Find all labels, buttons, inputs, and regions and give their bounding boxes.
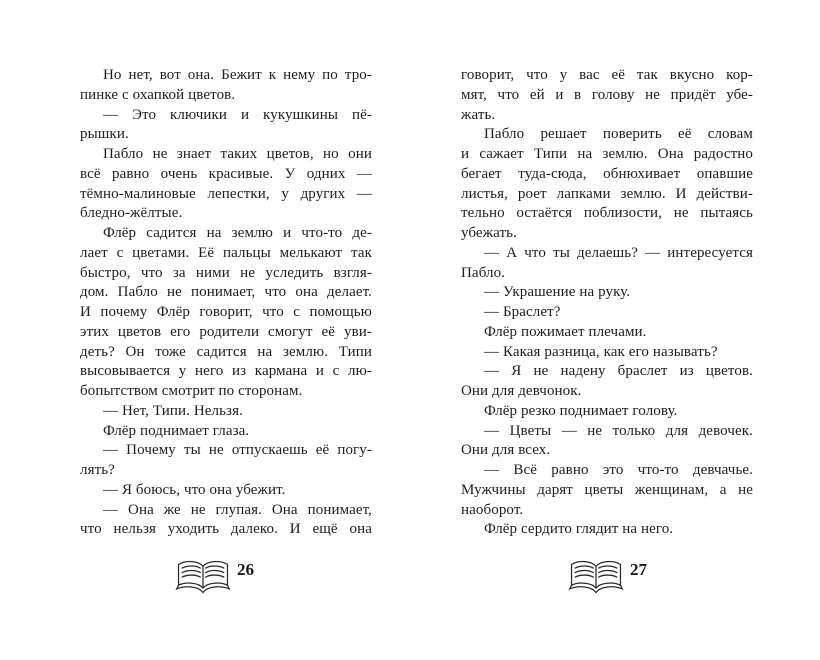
text-line: говорит, что у вас её так вкусно кор- xyxy=(461,67,753,83)
page-number: 26 xyxy=(237,560,254,579)
text-line: тёмно-малиновые лепестки, у других — xyxy=(80,185,372,202)
text-line: листья, роет лапками землю. И действи- xyxy=(461,185,753,202)
text-line: деть? Он тоже садится на землю. Типи xyxy=(80,343,372,360)
text-line: Флёр сердито глядит на него. xyxy=(484,521,674,538)
text-line: — А что ты делаешь? — интересуется xyxy=(484,244,753,261)
text-line: — Всё равно это что-то девчачье. xyxy=(484,462,753,478)
text-line: высовывается у него из кармана и с лю- xyxy=(80,363,372,380)
text-line: бегает туда-сюда, обнюхивает опавшие xyxy=(461,165,753,182)
page-number: 27 xyxy=(630,560,647,579)
text-line: лять? xyxy=(80,462,115,478)
left-page-footer xyxy=(68,552,360,603)
text-line: рышки. xyxy=(80,126,129,143)
text-line: И почему Флёр говорит, что с помощью xyxy=(80,304,372,320)
text-line: всё равно очень красивые. У одних — xyxy=(80,165,372,182)
text-line: Флёр поднимает глаза. xyxy=(103,422,250,439)
text-line: Пабло. xyxy=(461,264,506,281)
text-line: — Я боюсь, что она убежит. xyxy=(103,481,286,498)
text-line: — Нет, Типи. Нельзя. xyxy=(103,402,243,419)
text-line: быстро, что за ними не уследить взгля- xyxy=(80,264,372,281)
text-line: — Цветы — не только для девочек. xyxy=(484,422,753,439)
open-book-icon xyxy=(567,558,625,603)
text-line: что нельзя уходить далеко. И ещё она xyxy=(80,521,372,538)
text-line: тельно остаётся поблизости, не пытаясь xyxy=(461,205,753,222)
text-line: Они для девчонок. xyxy=(461,383,582,399)
text-line: — Она же не глупая. Она понимает, xyxy=(103,501,372,518)
text-line: дом. Пабло не понимает, что она делает. xyxy=(80,284,372,301)
text-line: бледно-жёлтые. xyxy=(80,205,183,222)
text-line: — Почему ты не отпускаешь её погу- xyxy=(103,442,372,459)
text-line: Мужчины дарят цветы женщинам, а не xyxy=(461,481,753,498)
text-line: жать. xyxy=(461,106,496,123)
text-line: — Я не надену браслет из цветов. xyxy=(484,363,753,380)
left-page-text xyxy=(80,66,372,540)
text-line: бопытством смотрит по сторонам. xyxy=(80,383,303,399)
text-line: Флёр садится на землю и что-то де- xyxy=(103,225,372,241)
text-line: пинке с охапкой цветов. xyxy=(80,86,236,103)
text-line: Флёр резко поднимает голову. xyxy=(484,402,678,419)
text-line: этих цветов его родители смогут её уви- xyxy=(80,323,372,340)
text-line: Они для всех. xyxy=(461,442,551,459)
open-book-icon xyxy=(174,558,232,603)
text-line: убежать. xyxy=(461,225,517,241)
text-line: Пабло решает поверить её словам xyxy=(484,126,753,143)
text-line: Пабло не знает таких цветов, но они xyxy=(103,146,372,162)
right-page-footer xyxy=(461,552,753,603)
text-line: лает с цветами. Её пальцы мелькают так xyxy=(80,244,372,261)
right-page-text xyxy=(461,66,753,540)
text-line: — Украшение на руку. xyxy=(484,284,631,301)
text-line: наоборот. xyxy=(461,501,524,518)
text-line: Флёр пожимает плечами. xyxy=(484,323,647,340)
text-line: — Это ключики и кукушкины пё- xyxy=(103,106,372,123)
text-line: — Какая разница, как его называть? xyxy=(484,343,718,360)
text-line: мят, что ей и в голову не придёт убе- xyxy=(461,86,753,103)
text-line: и сажает Типи на землю. Она радостно xyxy=(461,146,753,162)
text-line: Но нет, вот она. Бежит к нему по тро- xyxy=(103,67,372,83)
text-line: — Браслет? xyxy=(484,304,561,320)
